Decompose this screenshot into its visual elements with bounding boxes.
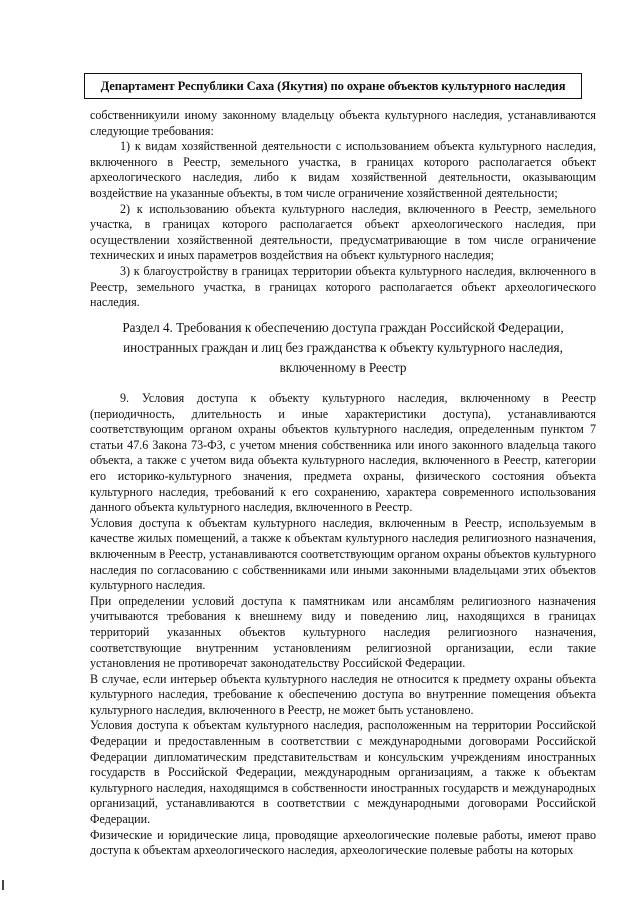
requirement-item-1: 1) к видам хозяйственной деятельности с использованием объекта культурного наследия, включенного в Реестр, земельного участка, в границах которого располагается объект археологического наследия, либо к видам хозяйственной деятельности, оказывающим воздействие на указанные объекты, в том числе ограничение хозяйственной деятельности; — [90, 139, 596, 200]
section-4-title-line-3: включенному в Реестр — [279, 360, 407, 375]
requirement-item-2: 2) к использованию объекта культурного наследия, включенного в Реестр, земельного участка, в границах которого располагается объект археологического наследия, при осуществлении хозяйственной деятельности, предусматривающие в том числе ограничение технических и иных параметров воздействия на объект культурного наследия; — [90, 201, 596, 263]
paragraph-interior: В случае, если интерьер объекта культурного наследия не относится к предмету охраны объекта культурного наследия, требование к обеспечению доступа во внутренние помещения объекта культурного наследия, включенного в Реестр, не может быть установлено. — [90, 671, 596, 717]
paragraph-monuments: При определении условий доступа к памятникам или ансамблям религиозного назначения учитываются требования к внешнему виду и поведению лиц, находящихся в границах территорий указанных объектов культурного наследия религиозного назначения, соответствующие внутренним установлениям религиозной организации, если такие установления не противоречат законодательству Российской Федерации. — [90, 593, 596, 671]
requirement-item-3: 3) к благоустройству в границах территории объекта культурного наследия, включенного в Реестр, земельного участка, в границах которого располагается объект археологического наследия. — [90, 263, 596, 310]
intro-block — [90, 108, 596, 311]
intro-lead: собственникуили иному законному владельцу объекта культурного наследия, устанавливаются следующие требования: — [90, 108, 596, 138]
section-4-title-line-1: Раздел 4. Требования к обеспечению доступа граждан Российской Федерации, — [122, 320, 564, 335]
paragraph-9: 9. Условия доступа к объекту культурного наследия, включенному в Реестр (периодичность, длительность и иные характеристики доступа), устанавливаются соответствующим органом охраны объектов культурного наследия, определенным пунктом 7 статьи 47.6 Закона 73-ФЗ, с учетом мнения собственника или иного законного владельца такого объекта, а также с учетом вида объекта культурного наследия, включенного в Реестр, категории его историко-культурного значения, предмета охраны, физического состояния объекта культурного наследия, требований к его сохранению, характера современного использования данного объекта культурного наследия, включенного в Реестр. — [90, 391, 596, 515]
paragraph-archaeological: Физические и юридические лица, проводящие археологические полевые работы, имеют право доступа к объектам археологического наследия, археологические полевые работы на которых — [90, 827, 596, 858]
section-4-heading — [90, 318, 596, 378]
scan-artifact — [2, 880, 4, 890]
paragraph-foreign-objects: Условия доступа к объектам культурного наследия, расположенным на территории Российской Федерации и предоставленным в соответствии с международными договорами Российской Федерации дипломатическим представительствам и консульским учреждениям иностранных государств в Российской Федерации, международным организациям, а также к объектам культурного наследия, находящимся в собственности иностранных государств и международных организаций, устанавливаются в соответствии с международными договорами Российской Федерации. — [90, 718, 596, 827]
section-4-body — [90, 391, 596, 859]
paragraph-religious-access: Условия доступа к объектам культурного наследия, включенным в Реестр, используемым в качестве жилых помещений, а также к объектам культурного наследия религиозного назначения, включенным в Реестр, устанавливаются соответствующим органом охраны объектов культурного наследия по согласованию с собственниками или иными законными владельцами этих объектов культурного наследия. — [90, 515, 596, 593]
department-header — [84, 73, 582, 99]
department-header-title: Департамент Республики Саха (Якутия) по охране объектов культурного наследия — [100, 78, 566, 93]
section-4-title-line-2: иностранных граждан и лиц без гражданства к объекту культурного наследия, — [123, 340, 563, 355]
